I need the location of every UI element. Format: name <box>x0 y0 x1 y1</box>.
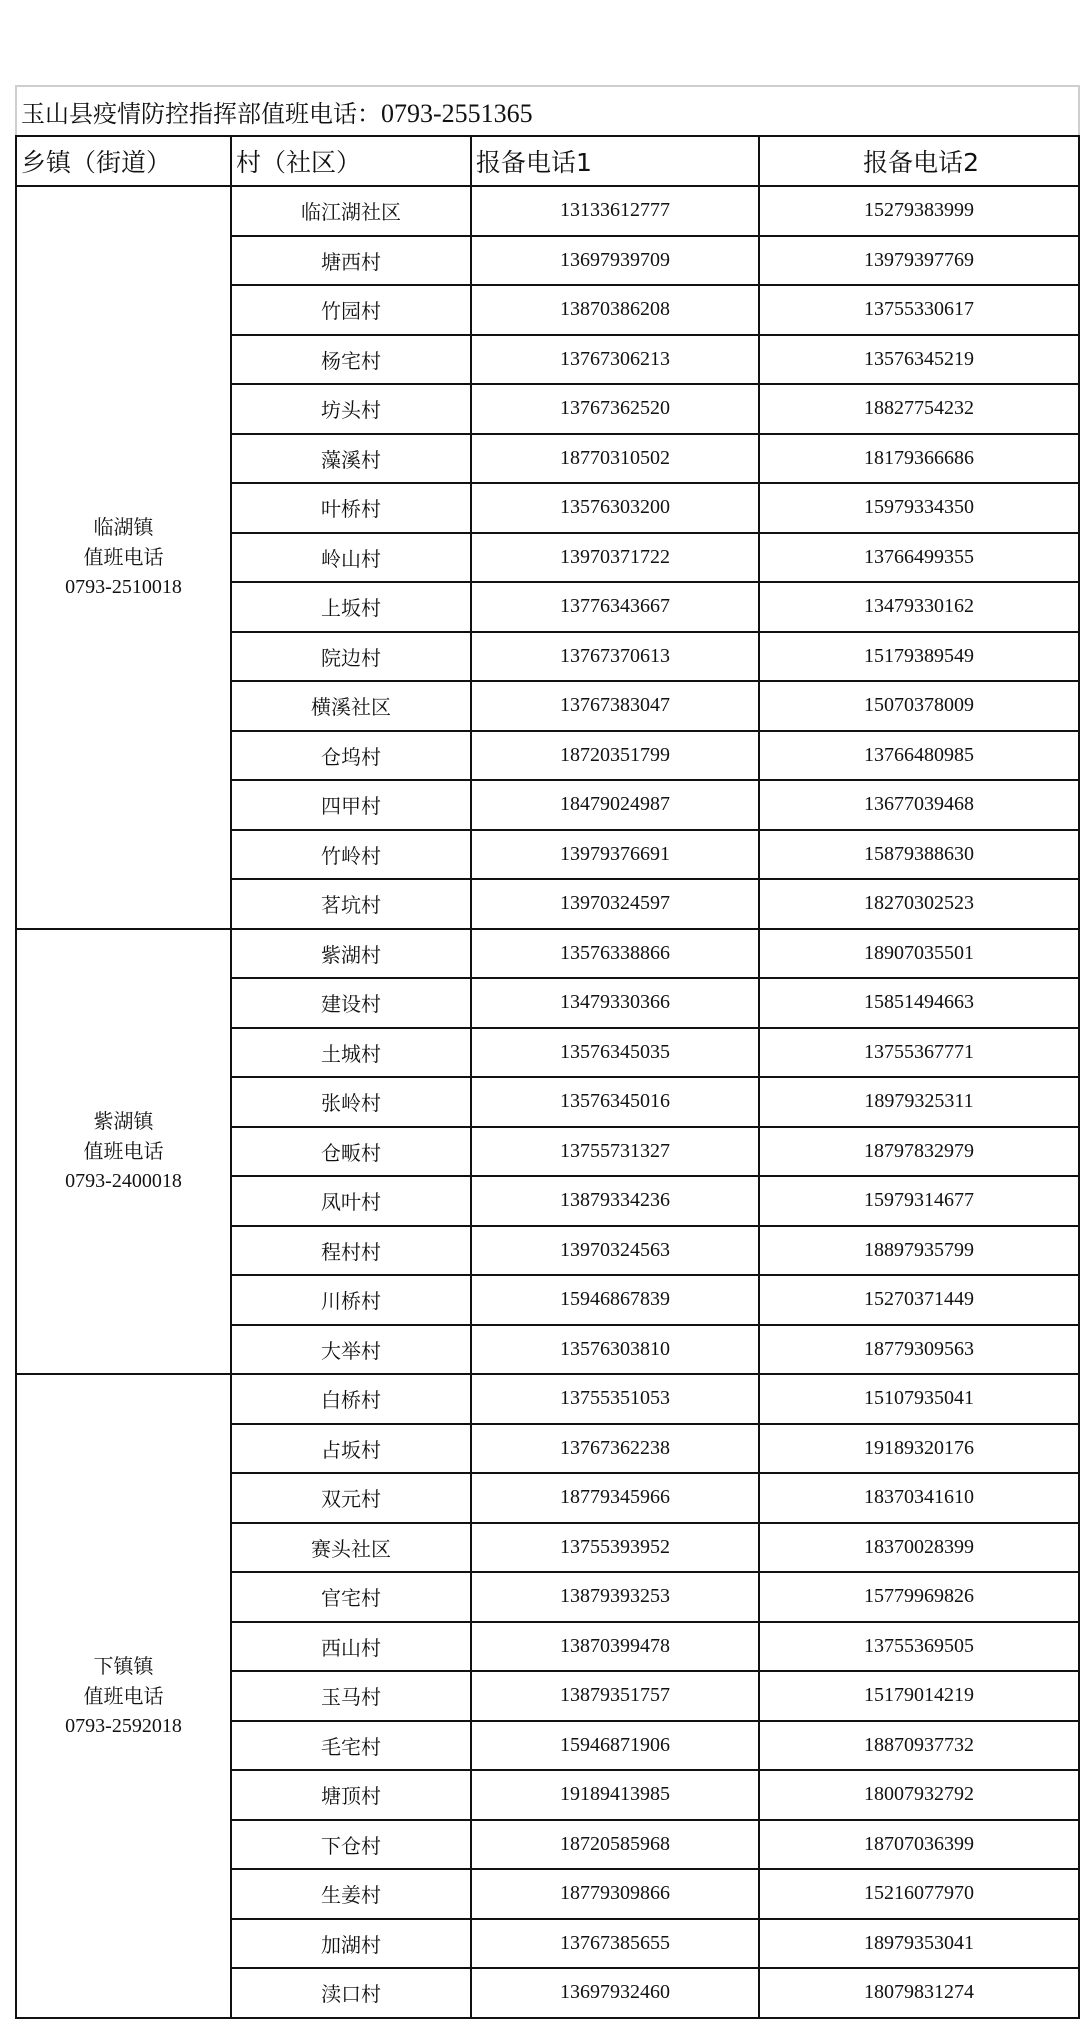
report-phone-2: 18827754232 <box>759 384 1079 434</box>
report-phone-2: 18079831274 <box>759 1968 1079 2018</box>
village-name: 临江湖社区 <box>231 186 471 236</box>
town-cell <box>16 186 231 929</box>
report-phone-1: 13879351757 <box>471 1671 759 1721</box>
table-row <box>16 929 1079 979</box>
report-phone-2: 13766499355 <box>759 533 1079 583</box>
report-phone-2: 18779309563 <box>759 1325 1079 1375</box>
report-phone-2: 15779969826 <box>759 1572 1079 1622</box>
report-phone-2: 18797832979 <box>759 1127 1079 1177</box>
town-name: 紫湖镇 <box>93 1109 154 1134</box>
village-name: 坊头村 <box>231 384 471 434</box>
report-phone-2: 15979334350 <box>759 483 1079 533</box>
report-phone-1: 18720585968 <box>471 1820 759 1870</box>
report-phone-2: 15107935041 <box>759 1374 1079 1424</box>
report-phone-1: 13870386208 <box>471 285 759 335</box>
village-name: 西山村 <box>231 1622 471 1672</box>
town-cell <box>16 929 231 1375</box>
report-phone-1: 13979376691 <box>471 830 759 880</box>
report-phone-2: 15879388630 <box>759 830 1079 880</box>
duty-phone-sheet <box>15 85 1078 2019</box>
town-cell <box>16 1374 231 2018</box>
village-name: 竹园村 <box>231 285 471 335</box>
report-phone-1: 13879334236 <box>471 1176 759 1226</box>
sheet-title <box>16 86 1079 136</box>
report-phone-1: 18479024987 <box>471 780 759 830</box>
village-name: 仓坞村 <box>231 731 471 781</box>
report-phone-2: 15270371449 <box>759 1275 1079 1325</box>
village-name: 凤叶村 <box>231 1176 471 1226</box>
report-phone-2: 13755330617 <box>759 285 1079 335</box>
town-name: 下镇镇 <box>93 1653 154 1678</box>
header-village: 村（社区） <box>231 136 471 186</box>
village-name: 占坂村 <box>231 1424 471 1474</box>
town-duty-label: 值班电话 <box>83 1139 164 1164</box>
report-phone-1: 13576303810 <box>471 1325 759 1375</box>
report-phone-1: 13970324597 <box>471 879 759 929</box>
report-phone-2: 19189320176 <box>759 1424 1079 1474</box>
village-name: 塘西村 <box>231 236 471 286</box>
header-phone2: 报备电话2 <box>759 136 1079 186</box>
report-phone-2: 18979353041 <box>759 1919 1079 1969</box>
town-duty-label: 值班电话 <box>83 545 164 570</box>
town-name: 临湖镇 <box>93 515 154 540</box>
village-name: 茗坑村 <box>231 879 471 929</box>
report-phone-2: 18979325311 <box>759 1077 1079 1127</box>
village-name: 院边村 <box>231 632 471 682</box>
report-phone-1: 13767370613 <box>471 632 759 682</box>
village-name: 程村村 <box>231 1226 471 1276</box>
report-phone-2: 18707036399 <box>759 1820 1079 1870</box>
report-phone-1: 13479330366 <box>471 978 759 1028</box>
report-phone-1: 13767385655 <box>471 1919 759 1969</box>
title-number: 0793-2551365 <box>381 98 533 128</box>
village-name: 杨宅村 <box>231 335 471 385</box>
village-name: 叶桥村 <box>231 483 471 533</box>
report-phone-2: 13755367771 <box>759 1028 1079 1078</box>
village-name: 大举村 <box>231 1325 471 1375</box>
village-name: 赛头社区 <box>231 1523 471 1573</box>
header-row <box>16 136 1079 186</box>
report-phone-2: 13576345219 <box>759 335 1079 385</box>
village-name: 横溪社区 <box>231 681 471 731</box>
village-name: 官宅村 <box>231 1572 471 1622</box>
village-name: 双元村 <box>231 1473 471 1523</box>
report-phone-2: 15851494663 <box>759 978 1079 1028</box>
report-phone-1: 13767383047 <box>471 681 759 731</box>
report-phone-2: 18370341610 <box>759 1473 1079 1523</box>
report-phone-1: 18779309866 <box>471 1869 759 1919</box>
report-phone-1: 13755393952 <box>471 1523 759 1573</box>
report-phone-1: 19189413985 <box>471 1770 759 1820</box>
village-name: 川桥村 <box>231 1275 471 1325</box>
report-phone-1: 15946867839 <box>471 1275 759 1325</box>
report-phone-2: 15070378009 <box>759 681 1079 731</box>
village-name: 岭山村 <box>231 533 471 583</box>
header-phone1: 报备电话1 <box>471 136 759 186</box>
report-phone-1: 13755351053 <box>471 1374 759 1424</box>
village-name: 白桥村 <box>231 1374 471 1424</box>
report-phone-1: 13776343667 <box>471 582 759 632</box>
report-phone-1: 13576303200 <box>471 483 759 533</box>
village-name: 竹岭村 <box>231 830 471 880</box>
report-phone-2: 18270302523 <box>759 879 1079 929</box>
village-name: 土城村 <box>231 1028 471 1078</box>
report-phone-1: 13576345016 <box>471 1077 759 1127</box>
header-town: 乡镇（街道） <box>16 136 231 186</box>
report-phone-2: 18897935799 <box>759 1226 1079 1276</box>
town-duty-phone: 0793-2400018 <box>65 1170 182 1193</box>
report-phone-2: 18907035501 <box>759 929 1079 979</box>
town-duty-phone: 0793-2510018 <box>65 576 182 599</box>
town-duty-phone: 0793-2592018 <box>65 1714 182 1737</box>
report-phone-1: 13767362520 <box>471 384 759 434</box>
report-phone-2: 15979314677 <box>759 1176 1079 1226</box>
report-phone-1: 13576345035 <box>471 1028 759 1078</box>
report-phone-1: 15946871906 <box>471 1721 759 1771</box>
report-phone-2: 13479330162 <box>759 582 1079 632</box>
report-phone-1: 13133612777 <box>471 186 759 236</box>
title-row <box>16 86 1079 136</box>
report-phone-1: 18720351799 <box>471 731 759 781</box>
report-phone-1: 18770310502 <box>471 434 759 484</box>
report-phone-1: 13767306213 <box>471 335 759 385</box>
village-name: 建设村 <box>231 978 471 1028</box>
village-name: 下仓村 <box>231 1820 471 1870</box>
report-phone-1: 13879393253 <box>471 1572 759 1622</box>
duty-phone-table <box>15 85 1080 2019</box>
table-row <box>16 1374 1079 1424</box>
report-phone-1: 13576338866 <box>471 929 759 979</box>
report-phone-2: 18179366686 <box>759 434 1079 484</box>
report-phone-2: 13755369505 <box>759 1622 1079 1672</box>
village-name: 上坂村 <box>231 582 471 632</box>
report-phone-1: 13697932460 <box>471 1968 759 2018</box>
report-phone-2: 13766480985 <box>759 731 1079 781</box>
village-name: 藻溪村 <box>231 434 471 484</box>
report-phone-1: 13767362238 <box>471 1424 759 1474</box>
report-phone-2: 15279383999 <box>759 186 1079 236</box>
report-phone-2: 13677039468 <box>759 780 1079 830</box>
report-phone-1: 13970324563 <box>471 1226 759 1276</box>
village-name: 塘顶村 <box>231 1770 471 1820</box>
village-name: 仓畈村 <box>231 1127 471 1177</box>
village-name: 玉马村 <box>231 1671 471 1721</box>
report-phone-1: 18779345966 <box>471 1473 759 1523</box>
report-phone-1: 13870399478 <box>471 1622 759 1672</box>
report-phone-2: 15179014219 <box>759 1671 1079 1721</box>
report-phone-2: 18870937732 <box>759 1721 1079 1771</box>
report-phone-2: 18007932792 <box>759 1770 1079 1820</box>
village-name: 渎口村 <box>231 1968 471 2018</box>
report-phone-1: 13697939709 <box>471 236 759 286</box>
table-row <box>16 186 1079 236</box>
report-phone-2: 18370028399 <box>759 1523 1079 1573</box>
report-phone-2: 15179389549 <box>759 632 1079 682</box>
village-name: 张岭村 <box>231 1077 471 1127</box>
village-name: 生姜村 <box>231 1869 471 1919</box>
report-phone-2: 13979397769 <box>759 236 1079 286</box>
village-name: 毛宅村 <box>231 1721 471 1771</box>
village-name: 紫湖村 <box>231 929 471 979</box>
report-phone-1: 13970371722 <box>471 533 759 583</box>
title-label: 玉山县疫情防控指挥部值班电话： <box>21 99 381 128</box>
report-phone-1: 13755731327 <box>471 1127 759 1177</box>
village-name: 加湖村 <box>231 1919 471 1969</box>
report-phone-2: 15216077970 <box>759 1869 1079 1919</box>
village-name: 四甲村 <box>231 780 471 830</box>
town-duty-label: 值班电话 <box>83 1683 164 1708</box>
